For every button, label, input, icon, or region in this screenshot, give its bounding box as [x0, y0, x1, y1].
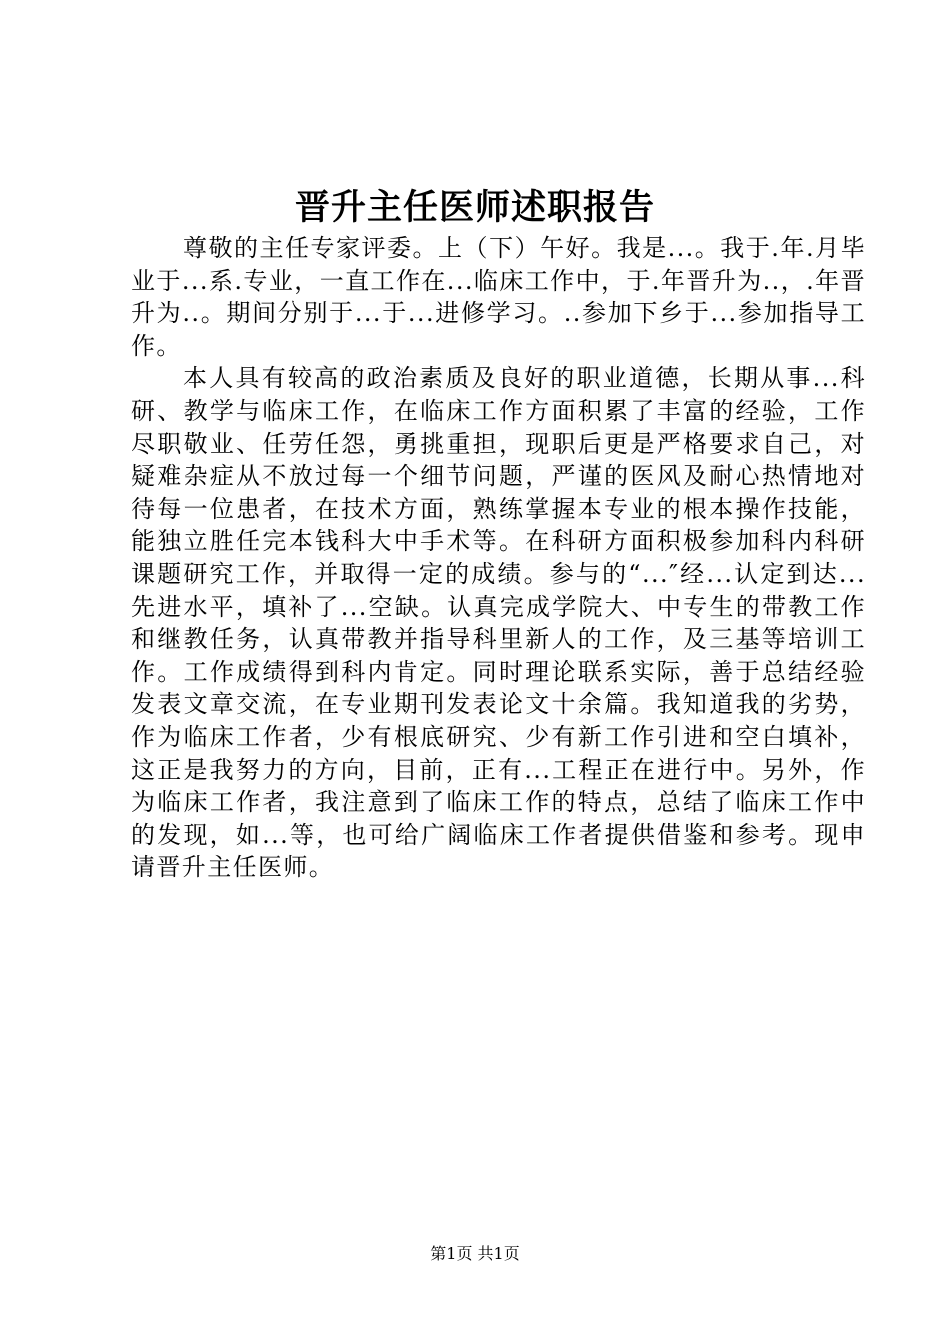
document-title: 晋升主任医师述职报告	[294, 187, 655, 228]
paragraph-greeting: 尊敬的主任专家评委。上（下）午好。我是...。我于.年.月毕业于...系.专业，一直工作在...临床工作中，于.年晋升为..，.年晋升为..。期间分别于...于...进修学习。..参加下乡于...参加指导工作。	[131, 234, 866, 360]
page-footer: 第1页 共1页	[430, 1244, 520, 1263]
document-body	[131, 232, 866, 884]
paragraph-work-summary: 本人具有较高的政治素质及良好的职业道德，长期从事...科研、教学与临床工作，在临床工作方面积累了丰富的经验，工作尽职敬业、任劳任怨，勇挑重担，现职后更是严格要求自己，对疑难杂症从不放过每一个细节问题，严谨的医风及耐心热情地对待每一位患者，在技术方面，熟练掌握本专业的根本操作技能，能独立胜任完本钱科大中手术等。在科研方面积极参加科内科研课题研究工作，并取得一定的成绩。参与的“...″经...认定到达...先进水平，填补了...空缺。认真完成学院大、中专生的带教工作和继教任务，认真带教并指导科里新人的工作，及三基等培训工作。工作成绩得到科内肯定。同时理论联系实际，善于总结经验发表文章交流，在专业期刊发表论文十余篇。我知道我的劣势，作为临床工作者，少有根底研究、少有新工作引进和空白填补，这正是我努力的方向，目前，正有...工程正在进行中。另外，作为临床工作者，我注意到了临床工作的特点，总结了临床工作中的发现，如...等，也可给广阔临床工作者提供借鉴和参考。现申请晋升主任医师。	[131, 364, 866, 882]
